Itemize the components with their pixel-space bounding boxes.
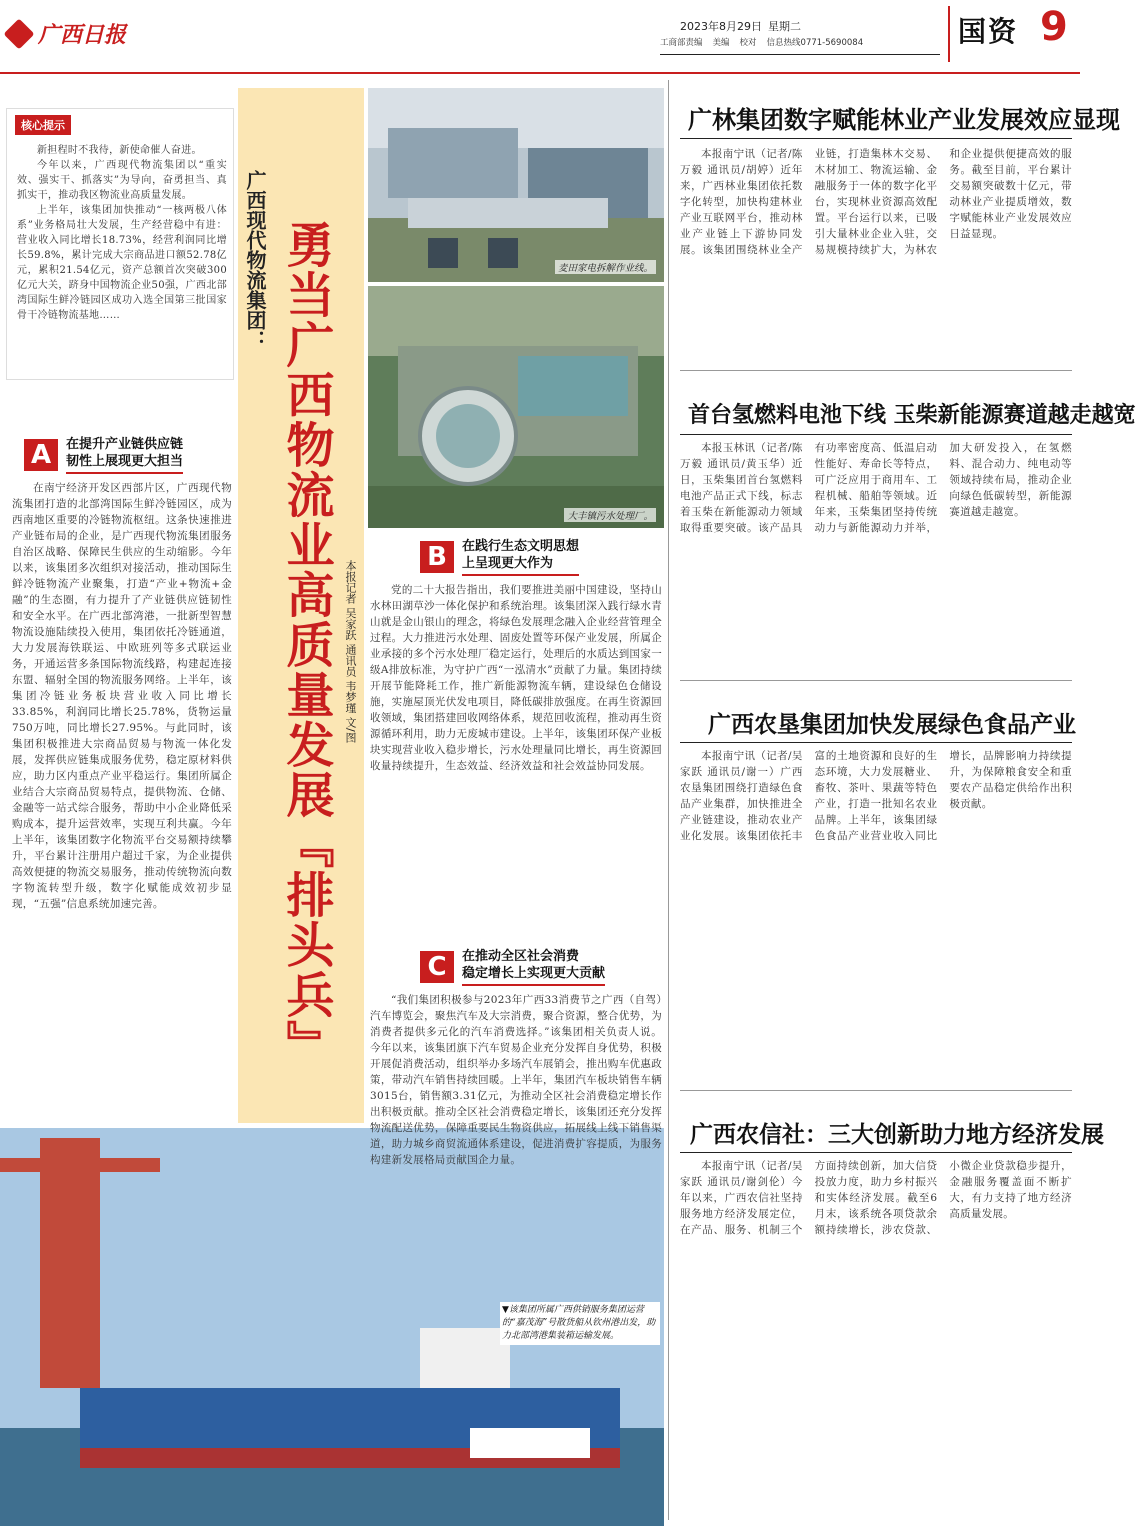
photo-caption: 麦田家电拆解作业线。 (555, 260, 656, 274)
section-c-header (420, 948, 605, 986)
section-line: 在践行生态文明思想 (462, 539, 580, 554)
contact-2: 校对 (739, 38, 757, 48)
summary-paragraph: 新担程时不我待，新使命催人奋进。 (37, 145, 202, 156)
section-b-text: 党的二十大报告指出，我们要推进美丽中国建设，坚持山水林田湖草沙一体化保护和系统治理。该集团深入践行绿水青山就是金山银山的理念，将绿色发展理念融入企业经营管理全过程。大力推进污水处理、固废处置等环保产业发展，所属企业承接的多个污水处理厂稳定运行，处理后的水质达到国家一级A排放标准，为守护广西“一泓清水”贡献了力量。集团持续开展节能降耗工作，推广新能源物流车辆，建设绿色仓储设施，实施屋顶光伏发电项目，降低碳排放强度。在再生资源回收领域，集团搭建回收网络体系，规范回收流程，推动再生资源循环利用，助力无废城市建设。上半年，该集团环保产业板块实现营业收入稳步增长，污水处理量同比增长，再生资源回收量持续提升，生态效益、经济效益和社会效益协同发展。 (370, 584, 662, 772)
section-line: 韧性上展现更大担当 (66, 454, 184, 469)
section-letter: A (24, 439, 58, 471)
main-kicker: 广西现代物流集团： (243, 170, 267, 350)
section-line: 在推动全区社会消费 (462, 949, 580, 964)
photo-caption: 大丰镇污水处理厂。 (564, 508, 656, 522)
main-byline: 本报记者 吴家跃 通讯员 韦梦瑾 文/图 (344, 560, 357, 743)
logo (8, 18, 126, 49)
masthead (0, 0, 1080, 72)
contact-1: 美编 (712, 38, 730, 48)
section-line: 在提升产业链供应链 (66, 437, 184, 452)
photo-wastewater-plant (368, 286, 664, 528)
summary-paragraph: 今年以来，广西现代物流集团以“重实效、强实干、抓落实”为导向，奋勇担当、真抓实干，推动我区物流业高质量发展。 (17, 160, 227, 201)
date: 2023年8月29日 (680, 20, 762, 33)
section-a-header (24, 436, 183, 474)
section-line: 上呈现更大作为 (462, 556, 554, 571)
logo-text: 广西日报 (38, 22, 127, 48)
article-lead: 本报南宁讯（记者/陈万毅 通讯员/胡婷）近年来，广西林业集团依托数字化转型，加快构建林业产业互联网平台，推动林业产业链上下游协同发展。该集团围绕林业全产业链，打造集林木交易、木材加工、物流运输、金融服务于一体的数字化平台，实现林业资源高效配置。平台运行以来，已吸引大量林业企业入驻，交易规模持续扩大，为林农和企业提供便捷高效的服务。截至目前，平台累计交易额突破数十亿元，带动林业产业提质增效，数字赋能林业产业发展效应日益显现。 (680, 148, 1072, 256)
article-lead: 本报玉林讯（记者/陈万毅 通讯员/黄玉华）近日，玉柴集团首台氢燃料电池产品正式下线，标志着玉柴在新能源动力领域取得重要突破。该产品具有功率密度高、低温启动性能好、寿命长等特点，可广泛应用于商用车、工程机械、船舶等领域。近年来，玉柴集团坚持传统动力与新能源动力并举，加大研发投入，在氢燃料、混合动力、纯电动等领域持续布局，推动企业向绿色低碳转型，新能源赛道越走越宽。 (680, 442, 1072, 534)
section-name: 国资 (958, 15, 1019, 48)
summary-box (6, 108, 234, 380)
article-lead: 本报南宁讯（记者/吴家跃 通讯员/谢一）广西农垦集团围绕打造绿色食品产业集群，加快推进全产业链建设，推动农业产业化发展。该集团依托丰富的土地资源和良好的生态环境，大力发展糖业、畜牧、茶叶、果蔬等特色产业，打造一批知名农业品牌。上半年，该集团绿色食品产业营业收入同比增长，品牌影响力持续提升，为保障粮食安全和重要农产品稳定供给作出积极贡献。 (680, 750, 1072, 842)
editor-line: 工商部责编 (660, 38, 703, 48)
main-headline: 勇当广西物流业高质量发展『排头兵』 (278, 220, 334, 1070)
photo-appliance-line (368, 88, 664, 282)
article-title: 广西农垦集团加快发展绿色食品产业 (708, 711, 1076, 738)
section-line: 稳定增长上实现更大贡献 (462, 966, 606, 981)
section-letter: C (420, 951, 454, 983)
section-c-text: “我们集团积极参与2023年广西33消费节之广西（自驾）汽车博览会，聚焦汽车及大宗消费，聚合资源，整合优势，为消费者提供多元化的汽车消费选择。”该集团相关负责人说。今年以来，该集团旗下汽车贸易企业充分发挥自身优势，积极开展促消费活动，组织举办多场汽车展销会，推出购车优惠政策，带动汽车销售持续回暖。上半年，集团汽车板块销售车辆3015台，销售额3.31亿元，为推动全区社会消费稳定增长作出积极贡献。推动全区社会消费稳定增长，该集团还充分发挥物流配送优势，保障重要民生物资供应，拓展线上线下销售渠道，助力城乡商贸流通体系建设，促进消费扩容提质，为服务构建新发展格局贡献国企力量。 (370, 994, 662, 1166)
logo-emblem-icon (3, 18, 34, 49)
section-b-header (420, 538, 579, 576)
weekday: 星期二 (768, 20, 801, 33)
article-lead: 本报南宁讯（记者/吴家跃 通讯员/谢剑伦）今年以来，广西农信社坚持服务地方经济发展定位，在产品、服务、机制三个方面持续创新，加大信贷投放力度，助力乡村振兴和实体经济发展。截至6月末，该系统各项贷款余额持续增长，涉农贷款、小微企业贷款稳步提升，金融服务覆盖面不断扩大，有力支持了地方经济高质量发展。 (680, 1160, 1072, 1236)
article-title: 广林集团数字赋能林业产业发展效应显现 (688, 105, 1120, 134)
section-a-text: 在南宁经济开发区西部片区，广西现代物流集团打造的北部湾国际生鲜冷链园区，成为西南地区重要的冷链物流枢纽。这条快速推进产业链布局的企业，是广西现代物流集团服务自治区战略、保障民生供应的生动缩影。今年以来，该集团多次组织对接活动，推动国际生鲜冷链物流产业聚集，打造“产业+物流+金融”的生态圈，有力提升了产业链供应链韧性和安全水平。在广西北部湾港，一批新型智慧物流设施陆续投入使用，集团依托冷链通道，大力发展海铁联运、中欧班列等多式联运业务，开通运营多条国际物流线路，构建起连接东盟、辐射全国的物流服务网络。上半年，该集团冷链业务板块营业收入同比增长33.85%，利润同比增长25.78%，货物运量750万吨，同比增长27.95%。与此同时，该集团积极推进大宗商品贸易与物流一体化发展，发挥供应链集成服务优势，稳定原材料供应，助力区内重点产业平稳运行。集团所属企业结合大宗商品贸易特点，提供物流、仓储、金融等一站式综合服务，帮助中小企业降低采购成本，提升运营效率，实现互利共赢。今年上半年，该集团数字化物流平台交易额持续攀升，平台累计注册用户超过千家，为企业提供高效便捷的物流交易服务，推动传统物流向数字物流转型升级，数字化赋能成效初步显现，“五强”信息系统加速完善。 (12, 482, 232, 910)
summary-tag: 核心提示 (15, 115, 71, 135)
article-title: 首台氢燃料电池下线 玉柴新能源赛道越走越宽 (688, 402, 1136, 428)
article-title: 广西农信社：三大创新助力地方经济发展 (690, 1121, 1104, 1148)
phone: 信息热线0771-5690084 (766, 38, 864, 48)
section-letter: B (420, 541, 454, 573)
page-number: 9 (1040, 4, 1068, 50)
summary-paragraph: 上半年，该集团加快推动“一核两极八体系”业务格局壮大发展，生产经营稳中有进：营业收入同比增长18.73%，经营利润同比增长59.8%，累计完成大宗商品进口额52.78亿元，累积21.54亿元，资产总额首次突破300亿元大关，跻身中国物流企业50强，广西北部湾国际生鲜冷链园区成功入选全国第三批国家骨干冷链物流基地…… (17, 205, 227, 321)
photo-caption: ▼该集团所属广西供销服务集团运营的“嘉茂海”号散货船从钦州港出发，助力北部湾港集装箱运输发展。 (500, 1302, 660, 1345)
